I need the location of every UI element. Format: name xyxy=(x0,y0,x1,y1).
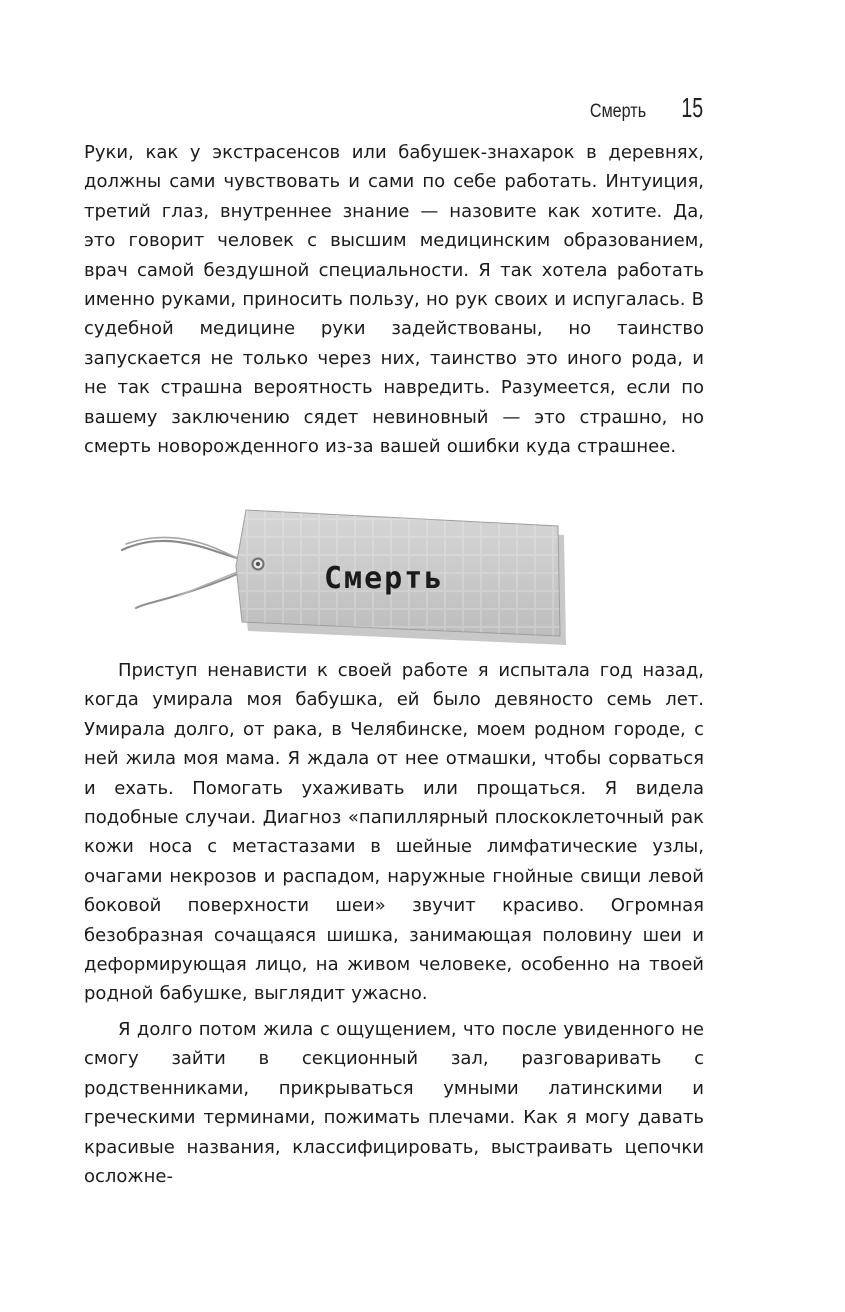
tag-title: Смерть xyxy=(324,561,445,596)
text-block-top xyxy=(84,138,704,461)
text-block-bottom xyxy=(84,656,704,1191)
paragraph: Руки, как у экстрасенсов или бабушек-знахарок в деревнях, должны сами чувствовать и сами по себе работать. Интуиция, третий глаз, внутреннее знание — назовите как хотите. Да, это говорит человек с высшим медицинским образованием, врач самой бездушной специальности. Я так хотела работать именно руками, приносить пользу, но рук своих и испугалась. В судебной медицине руки задействованы, но таинство запускается не только через них, таинство это иного рода, и не так страшна вероятность навредить. Разумеется, если по вашему заключению сядет невиновный — это страшно, но смерть новорожденного из-за вашей ошибки куда страшнее. xyxy=(84,142,704,458)
paragraph: Приступ ненависти к своей работе я испытала год назад, когда умирала моя бабушка, ей было девяносто семь лет. Умирала долго, от рака, в Челябинске, моем родном городе, с ней жила моя мама. Я ждала от нее отмашки, чтобы сорваться и ехать. Помогать ухаживать или прощаться. Я видела подобные случаи. Диагноз «папиллярный плоскоклеточный рак кожи носа с метастазами в шейные лимфатические узлы, очагами некрозов и распадом, наружные гнойные свищи левой боковой поверхности шеи» звучит красиво. Огромная безобразная сочащаяся шишка, занимающая половину шеи и деформирующая лицо, на живом человеке, особенно на твоей родной бабушке, выглядит ужасно. xyxy=(84,660,704,1005)
section-tag-illustration xyxy=(112,492,572,652)
tag-svg xyxy=(112,492,572,652)
page-number: 15 xyxy=(681,92,703,123)
paragraph: Я долго потом жила с ощущением, что после увиденного не смогу зайти в секционный зал, разговаривать с родственниками, прикрываться умными латинскими и греческими терминами, пожимать плечами. Как я могу давать красивые названия, классифицировать, выстраивать цепочки осложне- xyxy=(84,1018,704,1187)
running-head-title: Смерть xyxy=(589,101,646,122)
running-head xyxy=(580,92,703,124)
